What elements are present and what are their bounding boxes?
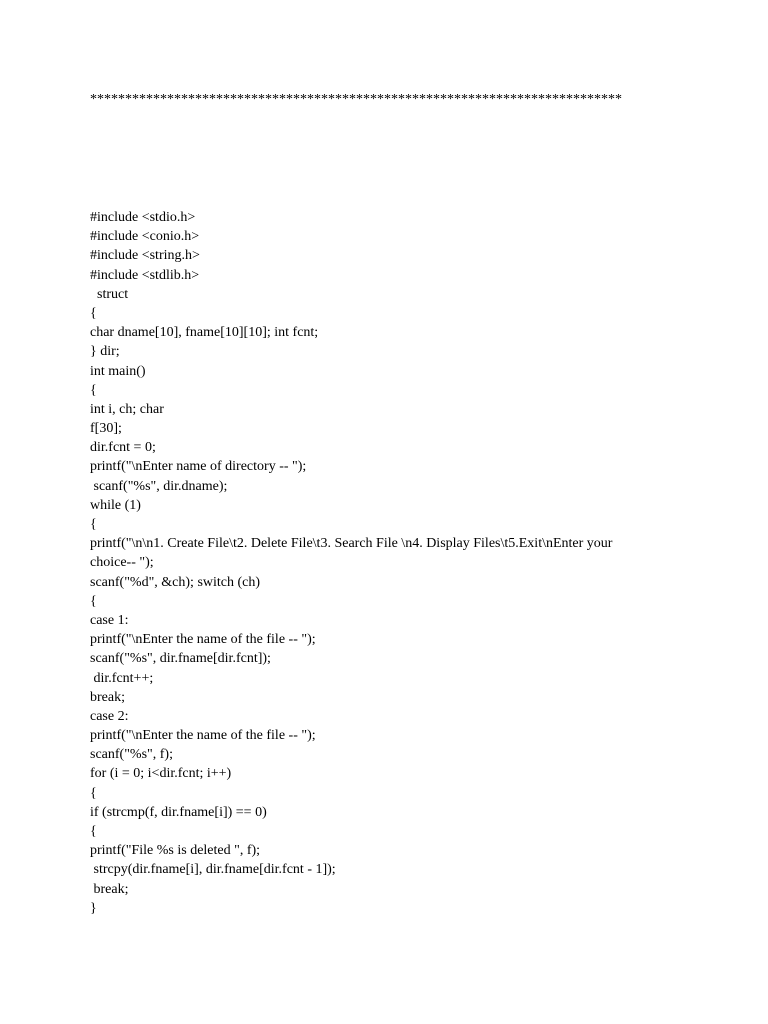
code-line: {	[90, 824, 97, 839]
code-line: {	[90, 305, 97, 321]
code-line: choice-- ");	[90, 555, 154, 571]
code-line: f[30];	[90, 421, 122, 437]
code-line: scanf("%s", dir.fname[dir.fcnt]);	[90, 651, 271, 667]
code-line: scanf("%s", f);	[90, 747, 173, 763]
code-line: for (i = 0; i<dir.fcnt; i++)	[90, 766, 232, 782]
code-line: int i, ch; char	[90, 401, 164, 417]
code-line: {	[90, 517, 97, 532]
code-line: strcpy(dir.fname[i], dir.fname[dir.fcnt - 1]);	[90, 862, 336, 878]
code-line: printf("\nEnter the name of the file -- ");	[90, 632, 316, 648]
code-line: } dir;	[90, 344, 120, 360]
code-line: break;	[90, 881, 129, 897]
code-line: scanf("%s", dir.dname);	[90, 478, 228, 494]
code-line: {	[90, 593, 97, 609]
code-line: #include <stdlib.h>	[90, 267, 200, 283]
code-line: #include <string.h>	[90, 248, 200, 264]
code-line: {	[90, 382, 97, 398]
code-line: dir.fcnt++;	[90, 670, 154, 686]
separator-line: ****************************************************************************	[90, 92, 622, 107]
code-line: scanf("%d", &ch); switch (ch)	[90, 574, 261, 590]
code-line: printf("File %s is deleted ", f);	[90, 843, 261, 859]
code-line: char dname[10], fname[10][10]; int fcnt;	[90, 325, 319, 341]
code-line: int main()	[90, 363, 146, 379]
code-line: struct	[90, 286, 129, 302]
code-line: printf("\nEnter name of directory -- ");	[90, 459, 307, 475]
code-line: while (1)	[90, 497, 141, 513]
code-line: if (strcmp(f, dir.fname[i]) == 0)	[90, 804, 267, 820]
code-line: printf("\nEnter the name of the file -- ");	[90, 728, 316, 744]
code-line: }	[90, 900, 97, 916]
code-line: {	[90, 785, 97, 801]
code-line: break;	[90, 689, 125, 705]
code-line: dir.fcnt = 0;	[90, 440, 156, 456]
code-line: #include <stdio.h>	[90, 210, 196, 225]
code-line: case 1:	[90, 612, 129, 628]
code-line: #include <conio.h>	[90, 229, 200, 245]
code-line: case 2:	[90, 708, 129, 724]
code-block	[90, 208, 690, 918]
code-line: printf("\n\n1. Create File\t2. Delete File\t3. Search File \n4. Display Files\t5.Exit\nEnter your	[90, 536, 613, 552]
